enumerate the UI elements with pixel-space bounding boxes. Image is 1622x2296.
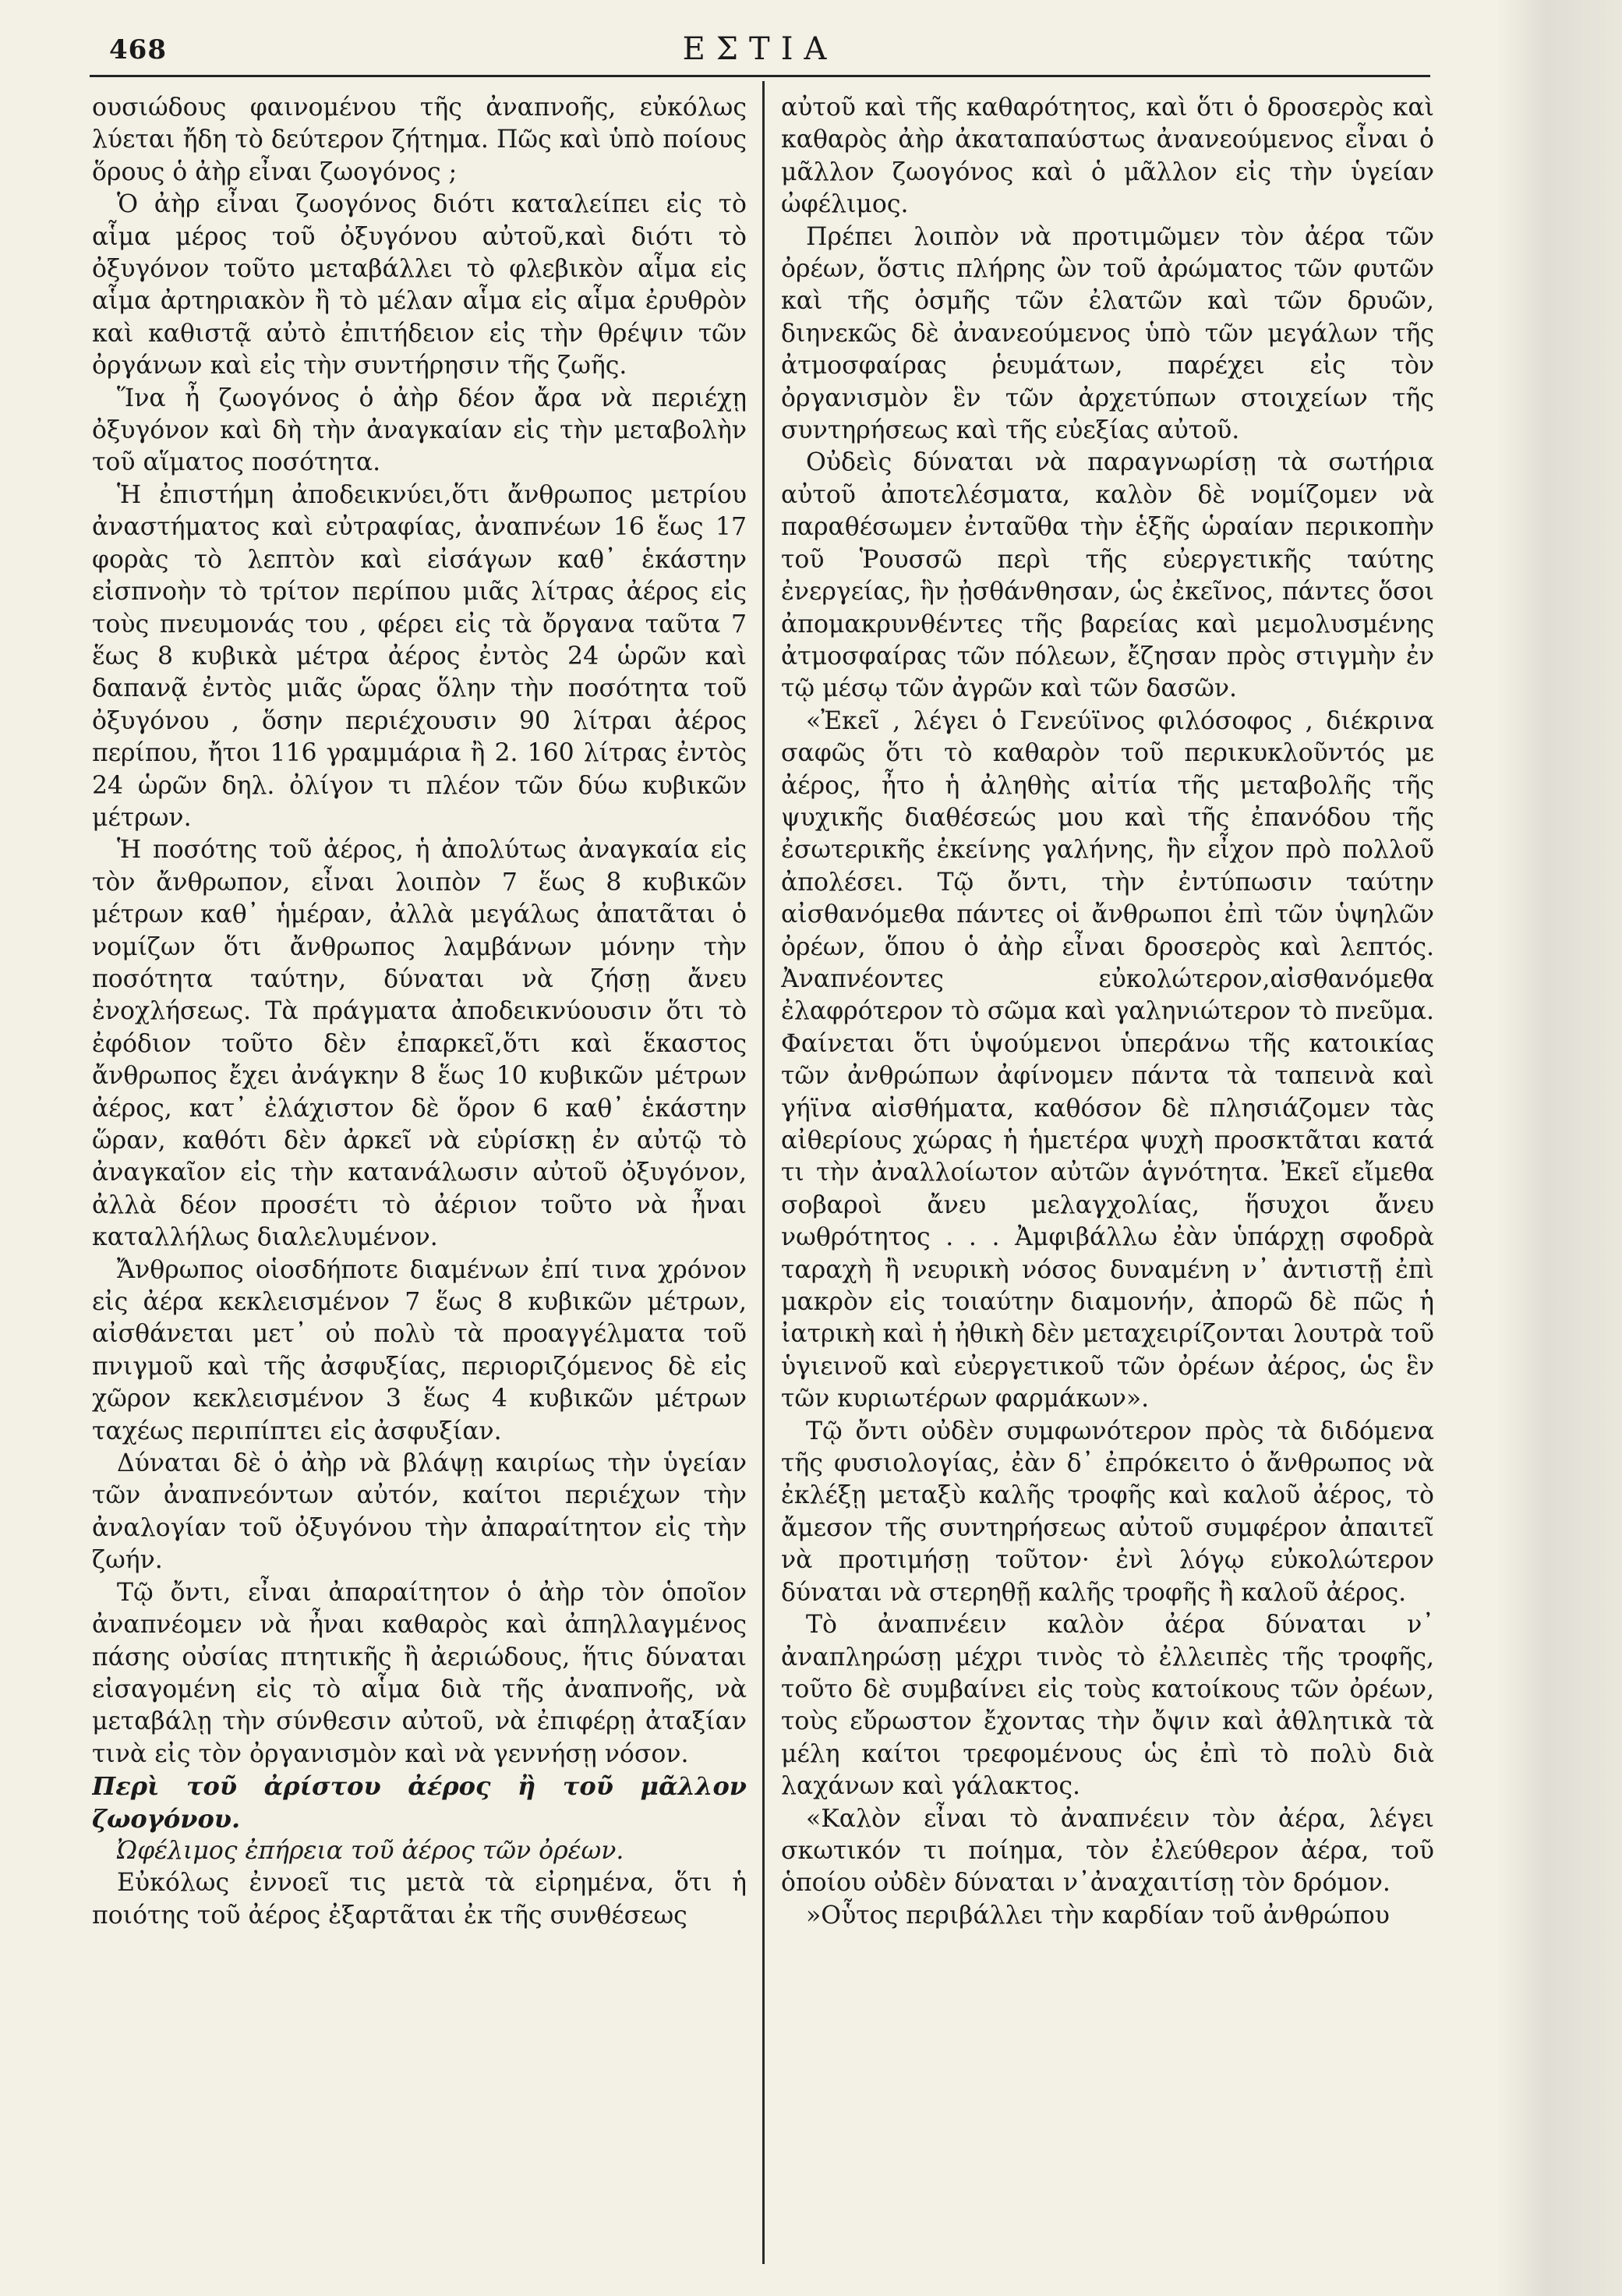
quote-paragraph: «Ἐκεῖ , λέγει ὁ Γενεύϊνος φιλόσοφος , διέκρινα σαφῶς ὅτι τὸ καθαρὸν τοῦ περικυκλοῦντός με ἀέρος, ἦτο ἡ ἀληθὴς αἰτία τῆς μεταβολῆς τῆς ψυχικῆς διαθέσεώς μου καὶ τῆς ἐπανόδου τῆς ἐσωτερικῆς ἐκείνης γαλήνης, ἣν εἶχον πρὸ πολλοῦ ἀπολέσει. Τῷ ὄντι, τὴν ἐντύπωσιν ταύτην αἰσθανόμεθα πάντες οἱ ἄνθρωποι ἐπὶ τῶν ὑψηλῶν ὀρέων, ὅπου ὁ ἀὴρ εἶναι δροσερὸς καὶ λεπτός. Ἀναπνέοντες εὐκολώτερον,αἰσθανόμεθα ἐλαφρότερον τὸ σῶμα καὶ γαληνιώτερον τὸ πνεῦμα. Φαίνεται ὅτι ὑψούμενοι ὑπεράνω τῆς κατοικίας τῶν ἀνθρώπων ἀφίνομεν πάντα τὰ ταπεινὰ καὶ γήϊνα αἰσθήματα, καθόσον δὲ πλησιάζομεν τὰς αἰθερίους χώρας ἡ ἡμετέρα ψυχὴ προσκτᾶται κατά τι τὴν ἀναλλοίωτον αὐτῶν ἁγνότητα. Ἐκεῖ εἴμεθα σοβαροὶ ἄνευ μελαγχολίας, ἥσυχοι ἄνευ νωθρότητος . . . Ἀμφιβάλλω ἐὰν ὑπάρχῃ σφοδρὰ ταραχὴ ἢ νευρικὴ νόσος δυναμένη ν᾽ ἀντιστῇ ἐπὶ μακρὸν εἰς τοιαύτην διαμονήν, ἀπορῶ δὲ πῶς ἡ ἰατρικὴ καὶ ἡ ἠθικὴ δὲν μεταχειρίζονται λουτρὰ τοῦ ὑγιεινοῦ καὶ εὐεργετικοῦ τῶν ὀρέων ἀέρος, ὡς ἓν τῶν κυριωτέρων φαρμάκων».: [781, 706, 1434, 1413]
quote-paragraph: »Οὗτος περιβάλλει τὴν καρδίαν τοῦ ἀνθρώπου: [806, 1901, 1390, 1930]
page-number: 468: [109, 34, 167, 65]
quote-paragraph: «Καλὸν εἶναι τὸ ἀναπνέειν τὸν ἀέρα, λέγει σκωτικόν τι ποίημα, τὸν ἐλεύθερον ἀέρα, τοῦ ὁποίου οὐδὲν δύναται ν᾽ἀναχαιτίσῃ τὸν δρόμον.: [781, 1804, 1434, 1898]
section-heading: Περὶ τοῦ ἀρίστου ἀέρος ἢ τοῦ μᾶλλον ζωογόνου.: [92, 1771, 747, 1834]
page-edge-shadow: [1497, 0, 1622, 2296]
right-column: [781, 92, 1434, 2275]
paragraph: Δύναται δὲ ὁ ἀὴρ νὰ βλάψῃ καιρίως τὴν ὑγείαν τῶν ἀναπνεόντων αὐτόν, καίτοι περιέχων τὴν ἀναλογίαν τοῦ ὀξυγόνου τὴν ἀπαραίτητον εἰς τὴν ζωήν.: [92, 1449, 747, 1575]
left-column: [92, 92, 747, 2275]
header-rule: [90, 75, 1430, 77]
column-divider: [762, 81, 765, 2264]
page-header: [101, 27, 1419, 73]
paragraph: Ἵνα ἦ ζωογόνος ὁ ἀὴρ δέον ἄρα νὰ περιέχῃ ὀξυγόνον καὶ δὴ τὴν ἀναγκαίαν εἰς τὴν μεταβολὴν τοῦ αἵματος ποσότητα.: [92, 384, 747, 477]
paragraph: Εὐκόλως ἐννοεῖ τις μετὰ τὰ εἰρημένα, ὅτι ἡ ποιότης τοῦ ἀέρος ἐξαρτᾶται ἐκ τῆς συνθέσεως: [92, 1869, 747, 1930]
paragraph: Οὐδεὶς δύναται νὰ παραγνωρίσῃ τὰ σωτήρια αὐτοῦ ἀποτελέσματα, καλὸν δὲ νομίζομεν νὰ παραθέσωμεν ἐνταῦθα τὴν ἑξῆς ὡραίαν περικοπὴν τοῦ Ῥουσσῶ περὶ τῆς εὐεργετικῆς ταύτης ἐνεργείας, ἣν ᾐσθάνθησαν, ὡς ἐκεῖνος, πάντες ὅσοι ἀπομακρυνθέντες τῆς βαρείας καὶ μεμολυσμένης ἀτμοσφαίρας τῶν πόλεων, ἔζησαν πρὸς στιγμὴν ἐν τῷ μέσῳ τῶν ἀγρῶν καὶ τῶν δασῶν.: [781, 448, 1434, 703]
journal-title: ΕΣΤΙΑ: [682, 31, 838, 67]
paragraph: Τῷ ὄντι, εἶναι ἀπαραίτητον ὁ ἀὴρ τὸν ὁποῖον ἀναπνέομεν νὰ ἦναι καθαρὸς καὶ ἀπηλλαγμένος πάσης οὐσίας πτητικῆς ἢ ἀεριώδους, ἥτις δύναται εἰσαγομένη εἰς τὸ αἷμα διὰ τῆς ἀναπνοῆς, νὰ μεταβάλῃ τὴν σύνθεσιν αὐτοῦ, νὰ ἐπιφέρῃ ἀταξίαν τινὰ εἰς τὸν ὀργανισμὸν καὶ νὰ γεννήσῃ νόσον.: [92, 1578, 747, 1768]
section-subheading: Ὠφέλιμος ἐπήρεια τοῦ ἀέρος τῶν ὀρέων.: [117, 1836, 624, 1865]
paragraph: Ὁ ἀὴρ εἶναι ζωογόνος διότι καταλείπει εἰς τὸ αἷμα μέρος τοῦ ὀξυγόνου αὐτοῦ,καὶ διότι τὸ ὀξυγόνον τοῦτο μεταβάλλει τὸ φλεβικὸν αἷμα εἰς αἷμα ἀρτηριακὸν ἢ τὸ μέλαν αἷμα εἰς αἷμα ἐρυθρὸν καὶ καθιστᾷ αὐτὸ ἐπιτήδειον εἰς τὴν θρέψιν τῶν ὀργάνων καὶ εἰς τὴν συντήρησιν τῆς ζωῆς.: [92, 190, 747, 380]
paragraph: Πρέπει λοιπὸν νὰ προτιμῶμεν τὸν ἀέρα τῶν ὀρέων, ὅστις πλήρης ὢν τοῦ ἀρώματος τῶν φυτῶν καὶ τῆς ὀσμῆς τῶν ἐλατῶν καὶ τῶν δρυῶν, διηνεκῶς δὲ ἀνανεούμενος ὑπὸ τῶν μεγάλων τῆς ἀτμοσφαίρας ῥευμάτων, παρέχει εἰς τὸν ὀργανισμὸν ἓν τῶν ἀρχετύπων στοιχείων τῆς συντηρήσεως καὶ τῆς εὐεξίας αὐτοῦ.: [781, 222, 1434, 445]
paragraph: Τὸ ἀναπνέειν καλὸν ἀέρα δύναται ν᾽ ἀναπληρώσῃ μέχρι τινὸς τὸ ἐλλειπὲς τῆς τροφῆς, τοῦτο δὲ συμβαίνει εἰς τοὺς κατοίκους τῶν ὀρέων, τοὺς εὔρωστον ἔχοντας τὴν ὄψιν καὶ ἀθλητικὰ τὰ μέλη καίτοι τρεφομένους ὡς ἐπὶ τὸ πολὺ διὰ λαχάνων καὶ γάλακτος.: [781, 1611, 1434, 1801]
paragraph: Ἡ ἐπιστήμη ἀποδεικνύει,ὅτι ἄνθρωπος μετρίου ἀναστήματος καὶ εὐτραφίας, ἀναπνέων 16 ἕως 17 φορὰς τὸ λεπτὸν καὶ εἰσάγων καθ᾽ ἑκάστην εἰσπνοὴν τὸ τρίτον περίπου μιᾶς λίτρας ἀέρος εἰς τοὺς πνευμονάς του , φέρει εἰς τὰ ὄργανα ταῦτα 7 ἕως 8 κυβικὰ μέτρα ἀέρος ἐντὸς 24 ὡρῶν καὶ δαπανᾷ ἐντὸς μιᾶς ὥρας ὅλην τὴν ποσότητα τοῦ ὀξυγόνου , ὅσην περιέχουσιν 90 λίτραι ἀέρος περίπου, ἤτοι 116 γραμμάρια ἢ 2. 160 λίτρας ἐντὸς 24 ὡρῶν δηλ. ὀλίγον τι πλέον τῶν δύω κυβικῶν μέτρων.: [92, 480, 747, 832]
paragraph: αὐτοῦ καὶ τῆς καθαρότητος, καὶ ὅτι ὁ δροσερὸς καὶ καθαρὸς ἀὴρ ἀκαταπαύστως ἀνανεούμενος εἶναι ὁ μᾶλλον ζωογόνος καὶ ὁ μᾶλλον εἰς τὴν ὑγείαν ὠφέλιμος.: [781, 94, 1434, 219]
paragraph: Ἄνθρωπος οἱοσδήποτε διαμένων ἐπί τινα χρόνον εἰς ἀέρα κεκλεισμένον 7 ἕως 8 κυβικῶν μέτρων, αἰσθάνεται μετ᾽ οὐ πολὺ τὰ προαγγέλματα τοῦ πνιγμοῦ καὶ τῆς ἀσφυξίας, περιοριζόμενος δὲ εἰς χῶρον κεκλεισμένον 3 ἕως 4 κυβικῶν μέτρων ταχέως περιπίπτει εἰς ἀσφυξίαν.: [92, 1255, 747, 1445]
paragraph: Ἡ ποσότης τοῦ ἀέρος, ἡ ἀπολύτως ἀναγκαία εἰς τὸν ἄνθρωπον, εἶναι λοιπὸν 7 ἕως 8 κυβικῶν μέτρων καθ᾽ ἡμέραν, ἀλλὰ μεγάλως ἀπατᾶται ὁ νομίζων ὅτι ἄνθρωπος λαμβάνων μόνην τὴν ποσότητα ταύτην, δύναται νὰ ζήσῃ ἄνευ ἐνοχλήσεως. Τὰ πράγματα ἀποδεικνύουσιν ὅτι τὸ ἐφόδιον τοῦτο δὲν ἐπαρκεῖ,ὅτι καὶ ἕκαστος ἄνθρωπος ἔχει ἀνάγκην 8 ἕως 10 κυβικῶν μέτρων ἀέρος, κατ᾽ ἐλάχιστον δὲ ὅρον 6 καθ᾽ ἑκάστην ὥραν, καθότι δὲν ἀρκεῖ νὰ εὑρίσκῃ ἐν αὐτῷ τὸ ἀναγκαῖον εἰς τὴν κατανάλωσιν αὐτοῦ ὀξυγόνον, ἀλλὰ δέον προσέτι τὸ ἀέριον τοῦτο νὰ ἦναι καταλλήλως διαλελυμένον.: [92, 836, 747, 1252]
paragraph: ουσιώδους φαινομένου τῆς ἀναπνοῆς, εὐκόλως λύεται ἤδη τὸ δεύτερον ζήτημα. Πῶς καὶ ὑπὸ ποίους ὅρους ὁ ἀὴρ εἶναι ζωογόνος ;: [92, 94, 747, 186]
paragraph: Τῷ ὄντι οὐδὲν συμφωνότερον πρὸς τὰ διδόμενα τῆς φυσιολογίας, ἐὰν δ᾽ ἐπρόκειτο ὁ ἄνθρωπος νὰ ἐκλέξῃ μεταξὺ καλῆς τροφῆς καὶ καλοῦ ἀέρος, τὸ ἄμεσον τῆς συντηρήσεως αὐτοῦ συμφέρον ἀπαιτεῖ νὰ προτιμήσῃ τοῦτον· ἐνὶ λόγῳ εὐκολώτερον δύναται νὰ στερηθῇ καλῆς τροφῆς ἢ καλοῦ ἀέρος.: [781, 1417, 1434, 1607]
